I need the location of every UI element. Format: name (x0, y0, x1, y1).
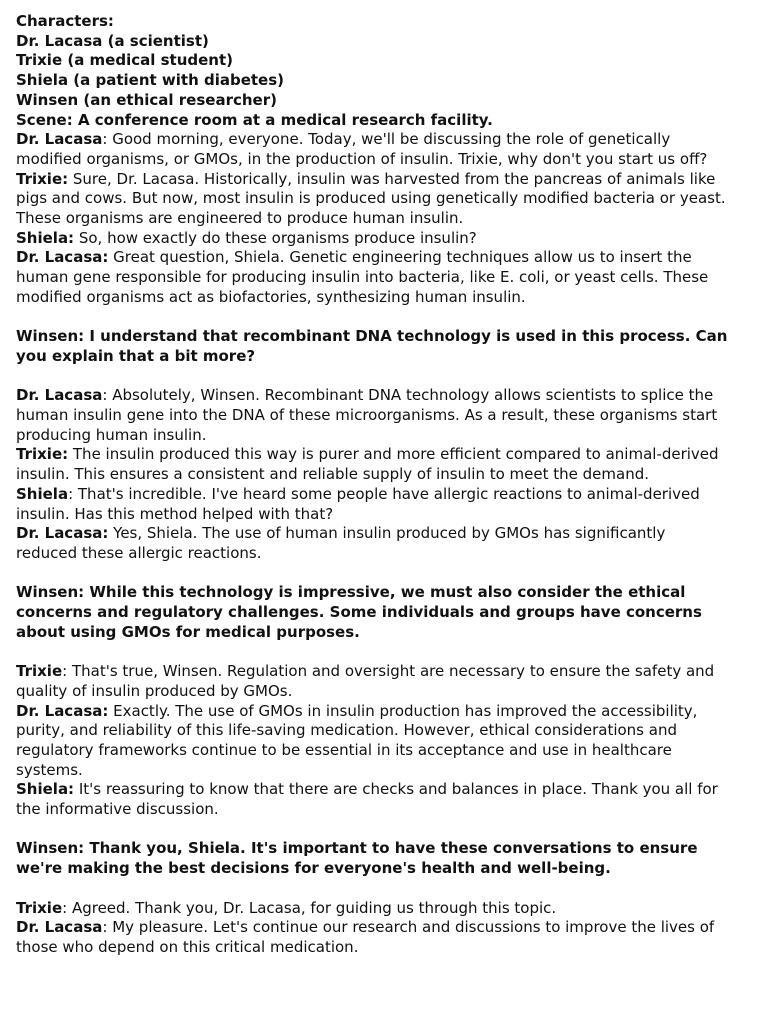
speaker-name: Shiela: (16, 228, 75, 247)
dialogue-line (16, 702, 728, 781)
dialogue-line (16, 485, 728, 524)
paragraph-spacer (16, 642, 728, 662)
speaker-name: Trixie (16, 898, 63, 917)
dialogue-text: Exactly. The use of GMOs in insulin production has improved the accessibility, purity, and reliability of this life-saving medication. However, ethical considerations and regulatory frameworks continue to be essential in its acceptance and use in healthcare systems. (16, 701, 698, 779)
paragraph-spacer (16, 879, 728, 899)
dialogue-text: Thank you, Shiela. It's important to have these conversations to ensure we're making the best decisions for everyone's health and well-being. (16, 839, 698, 878)
paragraph-spacer (16, 820, 728, 840)
speaker-separator: : (62, 898, 68, 917)
dialogue-line (16, 229, 728, 249)
dialogue-line (16, 524, 728, 563)
speaker-separator: : (62, 662, 68, 681)
speaker-name: Shiela (16, 484, 69, 503)
dialogue-text: Great question, Shiela. Genetic engineering techniques allow us to insert the human gene responsible for producing insulin into bacteria, like E. coli, or yeast cells. These modified organisms act as biofactories, synthesizing human insulin. (16, 248, 709, 306)
dialogue-line (16, 248, 728, 307)
speaker-name: Winsen: (16, 839, 85, 858)
paragraph-spacer (16, 308, 728, 328)
dialogue-text: My pleasure. Let's continue our research and discussions to improve the lives of those who depend on this critical medication. (16, 918, 715, 956)
speaker-separator: : (78, 327, 85, 346)
speaker-name: Dr. Lacasa (16, 130, 103, 149)
dialogue-text: That's incredible. I've heard some people have allergic reactions to animal-derived insulin. Has this method helped with that? (16, 484, 700, 523)
speaker-name: Dr. Lacasa: (16, 524, 109, 543)
dialogue-text: Good morning, everyone. Today, we'll be discussing the role of genetically modified organisms, or GMOs, in the production of insulin. Trixie, why don't you start us off? (16, 130, 708, 168)
dialogue-line (16, 386, 728, 445)
speaker-name: Dr. Lacasa (16, 918, 103, 937)
dialogue-text: I understand that recombinant DNA technology is used in this process. Can you explain that a bit more? (16, 327, 728, 365)
dialogue-line (16, 662, 728, 701)
scene-description: Scene: A conference room at a medical research facility. (16, 110, 493, 129)
dialogue-text: Yes, Shiela. The use of human insulin produced by GMOs has significantly reduced these allergic reactions. (16, 524, 666, 562)
character-winsen: Winsen (an ethical researcher) (16, 90, 277, 109)
speaker-name: Winsen: (16, 583, 85, 602)
dialogue-line (16, 839, 728, 878)
dialogue-text: Absolutely, Winsen. Recombinant DNA technology allows scientists to splice the human insulin gene into the DNA of these microorganisms. As a result, these organisms start producing human insulin. (16, 386, 718, 444)
dialogue-line (16, 170, 728, 229)
dialogue-text: So, how exactly do these organisms produce insulin? (74, 228, 477, 247)
dialogue-text: Agreed. Thank you, Dr. Lacasa, for guiding us through this topic. (67, 898, 557, 917)
dialogue-line (16, 918, 728, 957)
character-trixie: Trixie (a medical student) (16, 51, 233, 70)
character-dr-lacasa: Dr. Lacasa (a scientist) (16, 31, 209, 50)
dialogue-line (16, 445, 728, 484)
character-shiela: Shiela (a patient with diabetes) (16, 71, 285, 90)
speaker-separator: : (68, 484, 74, 503)
paragraph-spacer (16, 367, 728, 387)
speaker-name: Dr. Lacasa: (16, 701, 109, 720)
speaker-name: Winsen (16, 327, 79, 346)
speaker-name: Dr. Lacasa: (16, 248, 109, 267)
paragraph-spacer (16, 564, 728, 584)
dialogue-line (16, 583, 728, 642)
dialogue-text: It's reassuring to know that there are checks and balances in place. Thank you all for the informative discussion. (16, 780, 718, 819)
dialogue-line (16, 130, 728, 169)
dialogue-text: That's true, Winsen. Regulation and oversight are necessary to ensure the safety and quality of insulin produced by GMOs. (16, 662, 715, 700)
dialogue-text: While this technology is impressive, we must also consider the ethical concerns and regulatory challenges. Some individuals and groups have concerns about using GMOs for medical purposes. (16, 583, 702, 641)
dialogue-text: Sure, Dr. Lacasa. Historically, insulin was harvested from the pancreas of animals like pigs and cows. But now, most insulin is produced using genetically modified bacteria or yeast. These organisms are engineered to produce human insulin. (16, 169, 726, 228)
speaker-name: Trixie: (16, 169, 69, 188)
speaker-name: Dr. Lacasa (16, 386, 103, 405)
characters-heading: Characters: (16, 12, 114, 30)
speaker-name: Shiela: (16, 780, 75, 799)
speaker-separator: : (102, 130, 108, 149)
speaker-name: Trixie (16, 662, 63, 681)
dialogue-line (16, 899, 728, 919)
speaker-name: Trixie: (16, 445, 69, 464)
speaker-separator: : (102, 386, 108, 405)
dialogue-text: The insulin produced this way is purer and more efficient compared to animal-derived insulin. This ensures a consistent and reliable supply of insulin to meet the demand. (16, 445, 719, 484)
dialogue-line (16, 327, 728, 366)
dialogue-line (16, 780, 728, 819)
speaker-separator: : (102, 918, 108, 937)
